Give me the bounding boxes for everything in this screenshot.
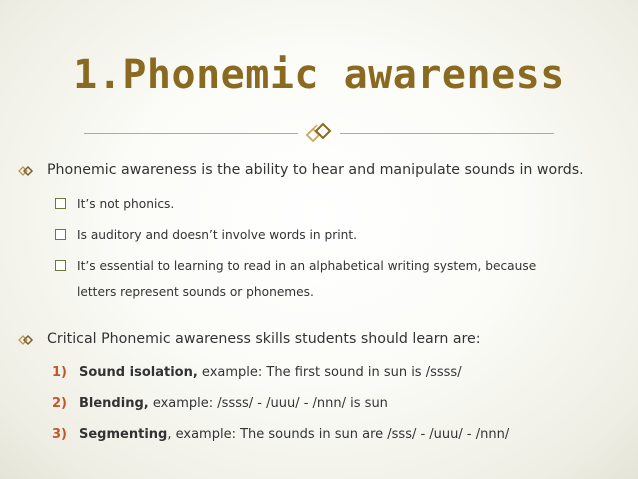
double-diamond-bullet-icon — [18, 332, 34, 348]
item-description: example: The first sound in sun is /ssss/ — [197, 365, 462, 380]
item-term: Segmenting — [79, 427, 168, 442]
bullet-text: Critical Phonemic awareness skills students should learn are: — [47, 331, 481, 347]
sub-bullet-text: It’s essential to learning to read in an alphabetical writing system, because — [77, 259, 537, 273]
sub-bullet-continuation: letters represent sounds or phonemes. — [77, 285, 314, 299]
ornament-icon — [303, 114, 335, 146]
sub-bullet-text: It’s not phonics. — [77, 197, 175, 211]
bullet-text: Phonemic awareness is the ability to hear and manipulate sounds in words. — [47, 162, 584, 178]
slide-title: 1.Phonemic awareness — [73, 52, 565, 98]
title-divider-right — [340, 133, 554, 134]
hollow-square-bullet-icon — [55, 229, 66, 240]
item-number: 2) — [52, 396, 67, 411]
item-description: , example: The sounds in sun are /sss/ - /uuu/ - /nnn/ — [167, 427, 510, 442]
sub-bullet-text: Is auditory and doesn’t involve words in print. — [77, 228, 357, 242]
hollow-square-bullet-icon — [55, 198, 66, 209]
item-description: example: /ssss/ - /uuu/ - /nnn/ is sun — [148, 396, 388, 411]
item-number: 3) — [52, 427, 67, 442]
hollow-square-bullet-icon — [55, 260, 66, 271]
double-diamond-bullet-icon — [18, 163, 34, 179]
title-divider-left — [84, 133, 298, 134]
item-term: Blending, — [79, 396, 149, 411]
item-number: 1) — [52, 365, 67, 380]
item-term: Sound isolation, — [79, 365, 198, 380]
